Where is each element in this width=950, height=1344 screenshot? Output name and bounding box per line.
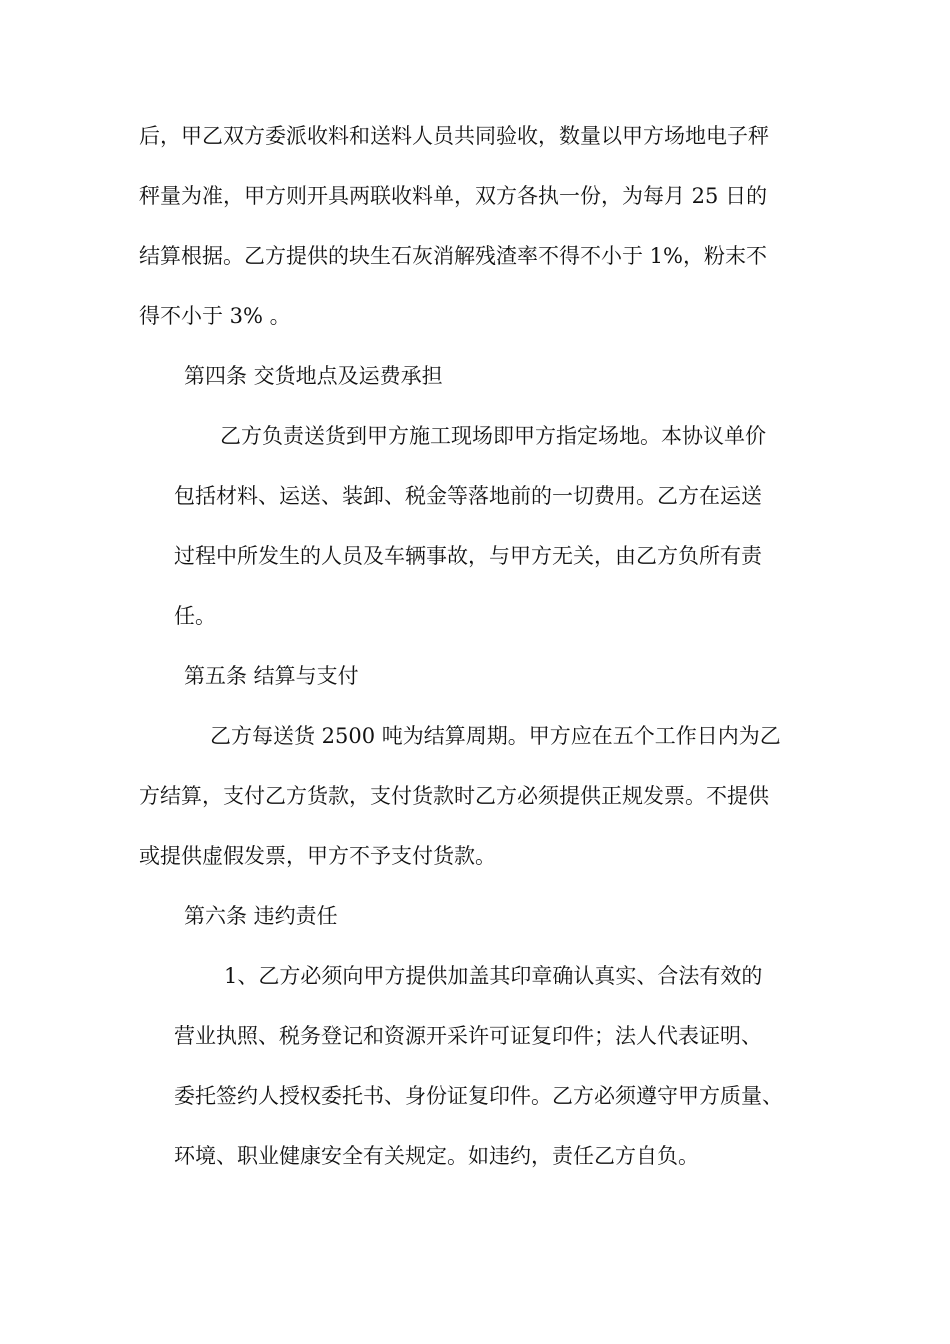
- paragraph-line: 1、乙方必须向甲方提供加盖其印章确认真实、合法有效的: [224, 964, 763, 988]
- paragraph-line: 方结算，支付乙方货款，支付货款时乙方必须提供正规发票。不提供: [139, 784, 769, 808]
- paragraph-line: 乙方每送货 2500 吨为结算周期。甲方应在五个工作日内为乙: [210, 724, 781, 748]
- paragraph-line: 秤量为准，甲方则开具两联收料单，双方各执一份，为每月 25 日的: [139, 184, 768, 208]
- paragraph-line: 后，甲乙双方委派收料和送料人员共同验收，数量以甲方场地电子秤: [139, 124, 769, 148]
- section-heading: 第六条 违约责任: [184, 904, 338, 928]
- paragraph-line: 乙方负责送货到甲方施工现场即甲方指定场地。本协议单价: [220, 424, 766, 448]
- paragraph-line: 包括材料、运送、装卸、税金等落地前的一切费用。乙方在运送: [174, 484, 762, 508]
- section-heading: 第五条 结算与支付: [184, 664, 359, 688]
- paragraph-line: 结算根据。乙方提供的块生石灰消解残渣率不得不小于 1%，粉末不: [139, 244, 767, 268]
- paragraph-line: 环境、职业健康安全有关规定。如违约，责任乙方自负。: [174, 1144, 699, 1168]
- paragraph-line: 或提供虚假发票，甲方不予支付货款。: [139, 844, 496, 868]
- section-heading: 第四条 交货地点及运费承担: [184, 364, 443, 388]
- paragraph-line: 营业执照、税务登记和资源开采许可证复印件；法人代表证明、: [174, 1024, 762, 1048]
- paragraph-line: 得不小于 3% 。: [139, 304, 291, 328]
- paragraph-line: 委托签约人授权委托书、身份证复印件。乙方必须遵守甲方质量、: [174, 1084, 783, 1108]
- paragraph-line: 任。: [174, 604, 216, 628]
- paragraph-line: 过程中所发生的人员及车辆事故，与甲方无关，由乙方负所有责: [174, 544, 762, 568]
